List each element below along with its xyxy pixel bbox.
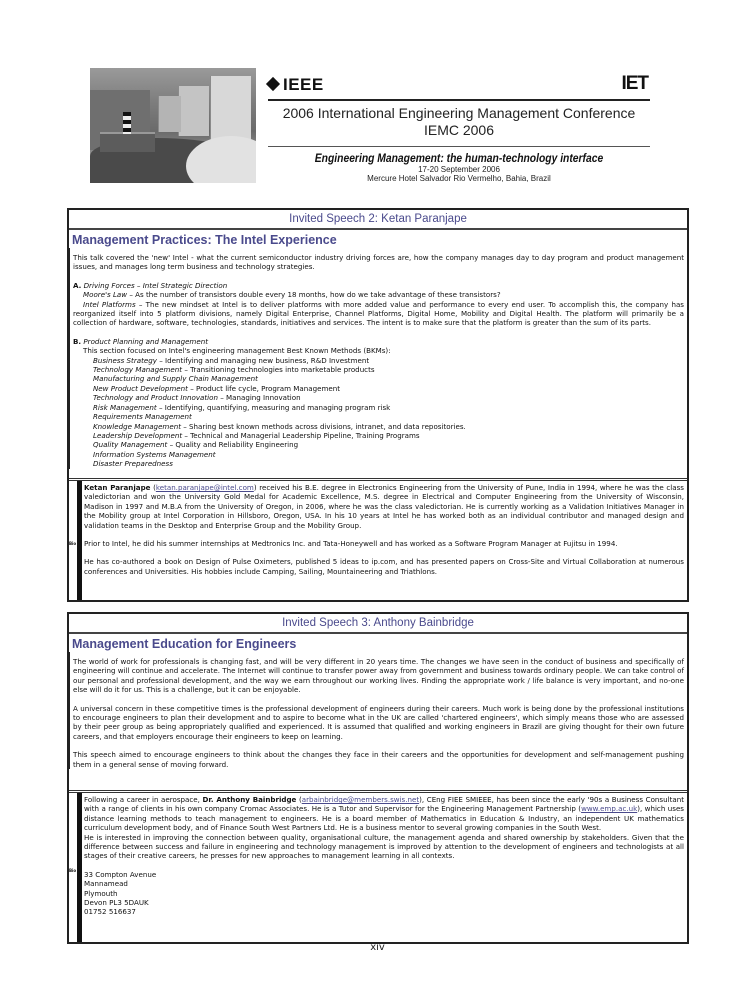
- bio-paragraph: He is interested in improving the connection between quality, organisational culture, the management agenda and shared ownership by stakeholders. Given that the difference between success and failure in engineering and technology management is improved by attention to the development of engineers and technologists at all stages of their creative careers, he presses for new approaches to management learning in all contexts.: [84, 832, 684, 861]
- item-term: Technology and Product Innovation: [93, 393, 218, 403]
- section-a-item: [73, 290, 684, 299]
- item-text: – Sharing best known methods across divisions, intranet, and data repositories.: [180, 421, 466, 431]
- bio-paragraph: Ketan Paranjape (ketan.paranjape@intel.com) received his B.E. degree in Electronics Engineering from the University of Pune, India in 1994, where he was the class valedictorian and won the University Gold Medal for Academic Excellence, M.S. degree in Electrical and Computer Engineering from the University of Wisconsin, Madison in 1997 and M.B.A from the University of Oregon, in 2006, where he was the class valedictorian. He is currently working as a Validation Initiatives Manager in the Mobility group at Intel Corporation in Hillsboro, Oregon, USA. In his 10 years at Intel he has worked both as an individual contributor and managed design and validation teams in the Desktop and Enterprise Group and the Mobility Group.: [84, 483, 684, 530]
- divider: [268, 146, 650, 147]
- abstract-paragraph: The world of work for professionals is changing fast, and will be very different in 20 years time. The changes we have seen in the conduct of business and specifically of engineering will continue and accelerate. The Internet will continue to transfer power away from government and business towards ordinary people. We can take control of our personal and professional development, and the way we earn throughout our working lives. Finding the appropriate work / life balance is very important, and no-one else will do it for us. This is a challenge, but it can be enjoyable.: [73, 657, 684, 695]
- bio-label-column: [69, 481, 82, 600]
- address-line: Devon PL3 5DAUK: [84, 898, 149, 908]
- section-heading: Product Planning and Management: [83, 336, 208, 346]
- photo-building: [158, 96, 181, 132]
- item-text: – Transitioning technologies into marketable products: [182, 365, 375, 375]
- divider: [268, 99, 650, 101]
- item-term: Disaster Preparedness: [93, 459, 173, 469]
- spacer: [73, 695, 684, 704]
- speaker-name: Dr. Anthony Bainbridge: [202, 795, 297, 804]
- bio-text-run: ), CEng FIEE SMIEEE, has been since the early '90s a Business Consultant with a range of clients in his own company Cromac Associates. He is a Tutor and Supervisor for the Engineering Management Partnership (: [84, 795, 684, 814]
- postal-address: [84, 870, 684, 917]
- page-number: xiv: [370, 942, 385, 953]
- spacer: [73, 328, 684, 337]
- section-heading: Driving Forces – Intel Strategic Direction: [83, 280, 228, 290]
- abstract-paragraph: A universal concern in these competitive times is the professional development of engineers during their careers. Much work is being done by the professional institutions to encourage engineers to plan their development and to aspire to become what in the UK are called 'chartered engineers', which simply means those who are assessed by their peer group as being appropriately qualified and experienced. It is assumed that qualified and working engineers in Brazil are giving thought for their own future careers, and that employers encourage their engineers to keep on learning.: [73, 703, 684, 741]
- bkm-list: [73, 356, 684, 469]
- item-term: New Product Development: [93, 383, 188, 393]
- item-text: – Product life cycle, Program Management: [187, 383, 341, 393]
- abstract-intro: This talk covered the 'new' Intel - what the current semiconductor industry driving forces are, how the company manages day to day program and product management issues, and manages long term business and technology strategies.: [73, 253, 684, 272]
- bkm-item: [73, 459, 684, 468]
- item-text: – Quality and Reliability Engineering: [167, 440, 299, 450]
- spacer: [84, 530, 684, 539]
- item-term: Knowledge Management: [93, 421, 181, 431]
- conference-title: [268, 105, 650, 139]
- item-term: Technology Management: [93, 365, 183, 375]
- speaker-name: Ketan Paranjape: [84, 483, 151, 492]
- speaker-bio: [69, 478, 687, 600]
- speech-header: Invited Speech 2: Ketan Paranjape: [69, 210, 687, 230]
- bkm-item: [73, 450, 684, 459]
- speech-title: Management Education for Engineers: [72, 637, 297, 651]
- bkm-item: [73, 422, 684, 431]
- item-term: Risk Management: [93, 402, 157, 412]
- ieee-logo-text: IEEE: [283, 75, 324, 94]
- bkm-item: [73, 393, 684, 402]
- item-text: – Identifying, quantifying, measuring and managing program risk: [156, 402, 391, 412]
- conference-name: 2006 International Engineering Management Conference: [282, 105, 636, 121]
- section-letter: B.: [73, 336, 82, 346]
- bio-text: [84, 483, 684, 576]
- speech-abstract: [69, 652, 687, 769]
- section-b-lead: This section focused on Intel's engineering management Best Known Methods (BKMs):: [83, 346, 391, 356]
- conference-banner: [90, 68, 650, 183]
- bkm-item: [73, 412, 684, 421]
- section-letter: A.: [73, 280, 82, 290]
- speaker-email-link[interactable]: ketan.paranjape@intel.com: [155, 483, 254, 492]
- bio-paragraph: Following a career in aerospace, Dr. Anthony Bainbridge (arbainbridge@members.swis.net), CEng FIEE SMIEEE, has been since the early '90s a Business Consultant with a range of clients in his own company Cromac Associates. He is a Tutor and Supervisor for the Engineering Management Partnership (www.emp.ac.uk), which uses distance learning methods to teach management to engineers. He is a board member of Mathematics in Education & Industry, an independent UK mathematics curriculum development body, and of Finance South West Partners Ltd. He is a business mentor to several growing companies in the South West.: [84, 795, 685, 833]
- spacer: [73, 741, 684, 750]
- bio-paragraph: Prior to Intel, he did his summer internships at Medtronics Inc. and Tata-Honeywell and has worked as a Software Program Manager at Fujitsu in 1994.: [84, 539, 618, 549]
- bio-label-column: [69, 793, 82, 942]
- conference-theme: Engineering Management: the human-technology interface: [314, 151, 604, 165]
- abstract-paragraph: This speech aimed to encourage engineers to think about the changes they face in their careers and the opportunities for development and self-management pushing them in a general sense of moving forward.: [73, 750, 684, 769]
- section-a-item: [73, 300, 684, 328]
- section-b-heading: [73, 337, 684, 346]
- bio-text-run: ), which uses distance learning methods to teach management to engineers. He is a board member of Mathematics in Education & Industry, an independent UK mathematics curriculum development body, and of Finance South West Partners Ltd. He is a business mentor to several growing companies in the South West.: [84, 804, 685, 833]
- item-text: – Identifying and managing new business, R&D Investment: [156, 355, 370, 365]
- conference-acronym: IEMC 2006: [423, 122, 495, 138]
- photo-lighthouse: [123, 112, 131, 134]
- spacer: [73, 272, 684, 281]
- bkm-item: [73, 365, 684, 374]
- address-line: Plymouth: [84, 888, 118, 898]
- spacer: [84, 861, 684, 870]
- item-text: – The new mindset at Intel is to deliver platforms with more added value and performance to every end user. To accomplish this, the company has reorganized itself into 5 platform divisions, namely Digital Enterprise, Channel Platforms, Digital Home, Mobility and Digital Health. The platform will primarily be a collection of hardware, software, technologies, standards, initiatives and services. The intent is to make sure that the platform is greater than the sum of its parts.: [73, 299, 684, 328]
- photo-building: [178, 86, 209, 136]
- item-text: – Technical and Managerial Leadership Pipeline, Training Programs: [182, 430, 420, 440]
- speaker-bio: [69, 790, 687, 942]
- bkm-item: [73, 440, 684, 449]
- bio-label: Bio: [69, 540, 77, 546]
- item-term: Moore's Law: [83, 290, 128, 300]
- invited-speech-3: [67, 612, 689, 944]
- emp-website-link[interactable]: www.emp.ac.uk: [581, 804, 638, 814]
- section-a-heading: [73, 281, 684, 290]
- bkm-item: [73, 374, 684, 383]
- item-text: – As the number of transistors double every 18 months, how do we take advantage of these transistors?: [127, 290, 501, 300]
- conference-dates: 17-20 September 2006: [418, 165, 500, 174]
- bkm-item: [73, 384, 684, 393]
- conference-dates-venue: [268, 165, 650, 183]
- speaker-email-link[interactable]: arbainbridge@members.swis.net: [301, 795, 420, 804]
- conference-venue: Mercure Hotel Salvador Rio Vermelho, Bahia, Brazil: [367, 174, 551, 183]
- bio-text: [84, 795, 684, 917]
- item-text: – Managing Innovation: [217, 393, 301, 403]
- item-term: Business Strategy: [93, 355, 157, 365]
- speech-header: Invited Speech 3: Anthony Bainbridge: [69, 614, 687, 634]
- speech-title: Management Practices: The Intel Experience: [72, 233, 337, 247]
- invited-speech-2: [67, 208, 689, 602]
- item-term: Information Systems Management: [93, 449, 216, 459]
- item-term: Intel Platforms: [83, 299, 136, 309]
- ieee-logo: [268, 75, 324, 95]
- salvador-coast-photo: [90, 68, 256, 183]
- bio-paragraph: He has co-authored a book on Design of Pulse Oximeters, published 5 ideas to ip.com, and has presented papers on Cross-Site and Virtual Collaboration at numerous conferences and Universities. His hobbies include Camping, Sailing, Mountaineering and Triathlons.: [84, 557, 684, 576]
- address-line: Mannamead: [84, 879, 128, 889]
- item-term: Leadership Development: [93, 430, 183, 440]
- item-term: Requirements Management: [93, 412, 192, 422]
- phone-number: 01752 516637: [84, 907, 136, 917]
- ieee-diamond-icon: [266, 77, 280, 91]
- conference-header: [268, 68, 650, 183]
- bio-label: Bio: [69, 867, 77, 873]
- speech-abstract: [69, 248, 687, 469]
- photo-fort: [100, 132, 155, 152]
- item-term: Quality Management: [93, 440, 168, 450]
- item-term: Manufacturing and Supply Chain Management: [93, 374, 258, 384]
- iet-logo: IET: [621, 73, 648, 94]
- bkm-item: [73, 403, 684, 412]
- address-line: 33 Compton Avenue: [84, 869, 157, 879]
- bio-text-run: ) received his B.E. degree in Electronics Engineering from the University of Pune, India in 1994, where he was the class valedictorian and won the University Gold Medal for Academic Excellence, M.S. degree in Electrical and Computer Engineering from the University of Wisconsin, Madison in 1997 and M.B.A from the University of Oregon, in 2006, where he was the class valedictorian. He is currently working as a Validation Initiatives Manager in the Mobility group at Intel Corporation in Hillsboro, Oregon, USA. In his 10 years at Intel he has worked both as an individual contributor and managed design and validation teams in the Desktop and Enterprise Group and the Mobility Group.: [84, 483, 684, 530]
- bio-text-run: Following a career in aerospace,: [84, 795, 203, 804]
- spacer: [84, 548, 684, 557]
- bkm-item: [73, 356, 684, 365]
- bkm-item: [73, 431, 684, 440]
